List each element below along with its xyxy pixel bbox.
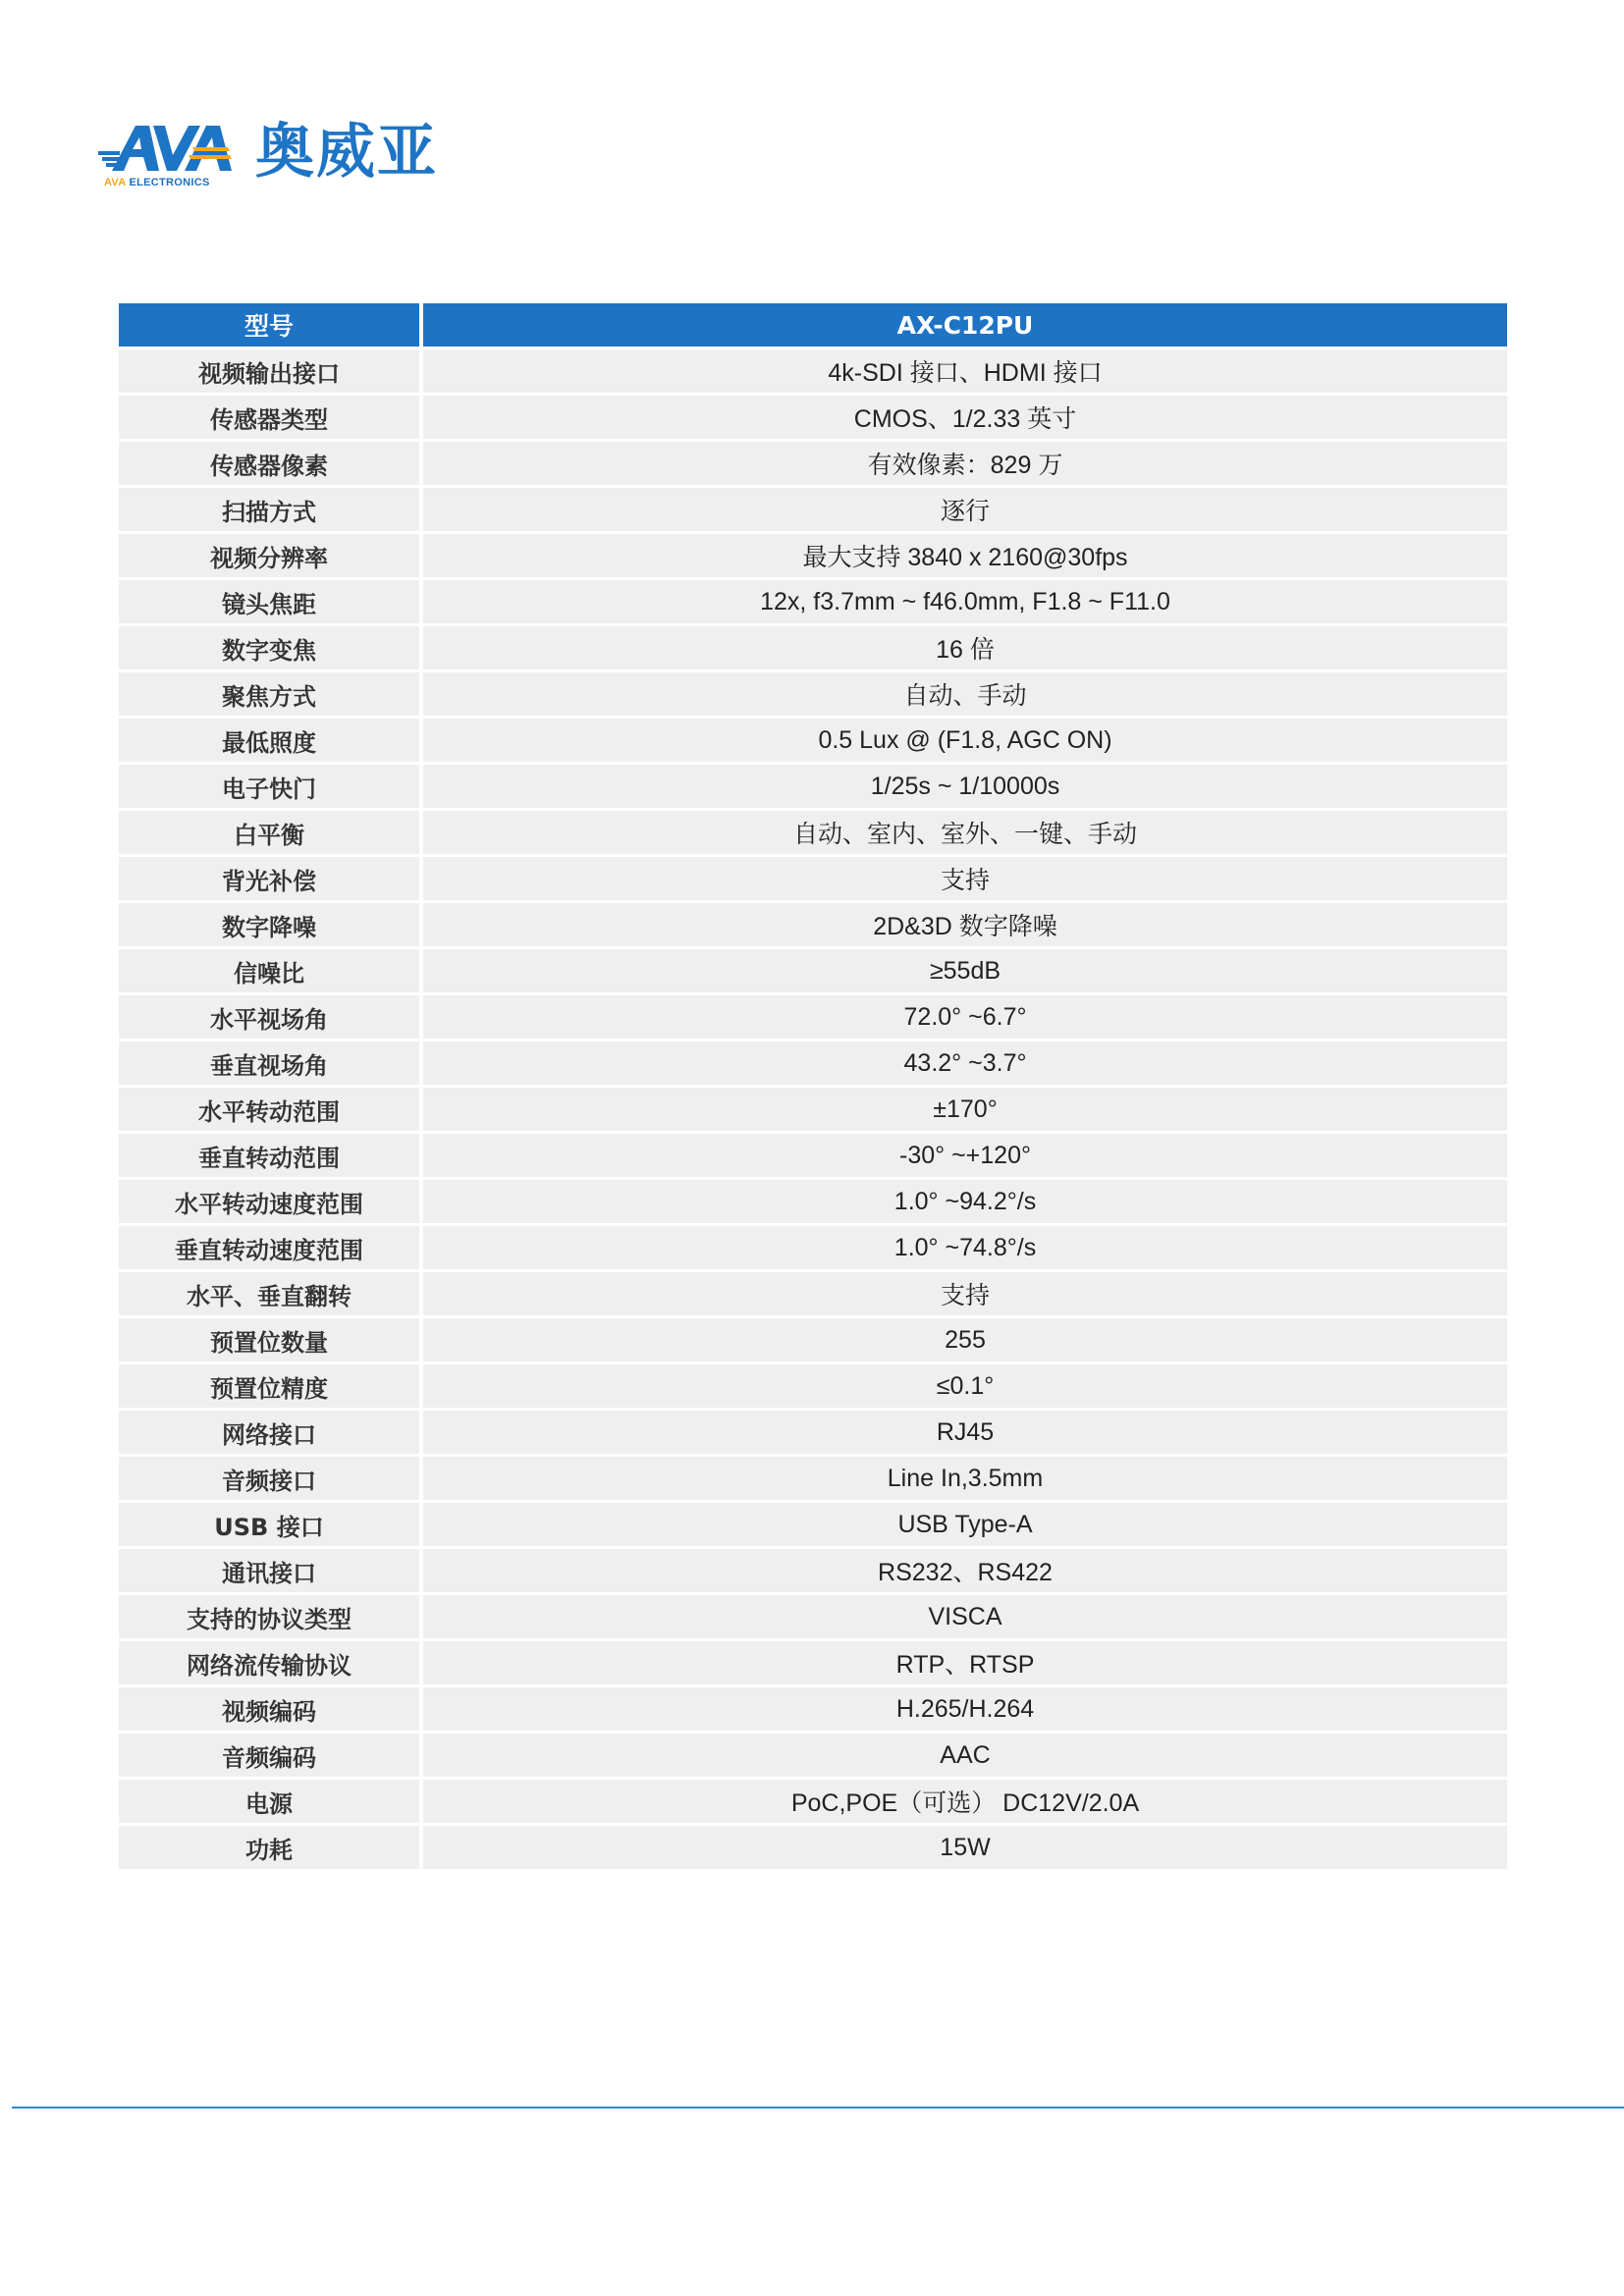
spec-value: 2D&3D 数字降噪	[423, 903, 1507, 946]
brand-logo	[98, 118, 471, 196]
table-row	[119, 580, 1507, 623]
spec-label: 传感器像素	[119, 442, 423, 485]
table-row	[119, 1734, 1507, 1777]
spec-value: 12x, f3.7mm ~ f46.0mm, F1.8 ~ F11.0	[423, 580, 1507, 623]
table-row	[119, 1272, 1507, 1315]
spec-value: AAC	[423, 1734, 1507, 1777]
spec-label: 水平转动速度范围	[119, 1180, 423, 1223]
spec-value: -30° ~+120°	[423, 1134, 1507, 1177]
spec-value: 有效像素：829 万	[423, 442, 1507, 485]
spec-label: 镜头焦距	[119, 580, 423, 623]
spec-label: 视频分辨率	[119, 534, 423, 577]
spec-label: 视频输出接口	[119, 349, 423, 393]
spec-value: RJ45	[423, 1411, 1507, 1454]
spec-label: 水平、垂直翻转	[119, 1272, 423, 1315]
spec-value: 1/25s ~ 1/10000s	[423, 765, 1507, 808]
table-row	[119, 1411, 1507, 1454]
table-row	[119, 1780, 1507, 1823]
spec-value: ≥55dB	[423, 949, 1507, 992]
model-label: 型号	[119, 303, 423, 347]
brand-name-cn: 奥威亚	[255, 118, 438, 187]
spec-value: 72.0° ~6.7°	[423, 995, 1507, 1039]
spec-label: 电子快门	[119, 765, 423, 808]
spec-label: 数字变焦	[119, 626, 423, 669]
spec-label: 数字降噪	[119, 903, 423, 946]
spec-value: 自动、手动	[423, 672, 1507, 716]
spec-value: 43.2° ~3.7°	[423, 1041, 1507, 1085]
spec-value: 最大支持 3840 x 2160@30fps	[423, 534, 1507, 577]
spec-label: 电源	[119, 1780, 423, 1823]
spec-label: 音频接口	[119, 1457, 423, 1500]
model-value: AX-C12PU	[423, 303, 1507, 347]
spec-label: 水平视场角	[119, 995, 423, 1039]
logo-subtitle: AVA ELECTRONICS	[104, 177, 210, 188]
table-row	[119, 1041, 1507, 1085]
table-row	[119, 857, 1507, 900]
table-row	[119, 349, 1507, 393]
spec-label: 预置位精度	[119, 1364, 423, 1408]
spec-label: 传感器类型	[119, 396, 423, 439]
table-row	[119, 1226, 1507, 1269]
table-row	[119, 1088, 1507, 1131]
spec-label: 通讯接口	[119, 1549, 423, 1592]
table-row	[119, 1595, 1507, 1638]
spec-label: 网络接口	[119, 1411, 423, 1454]
spec-label: 支持的协议类型	[119, 1595, 423, 1638]
spec-label: 功耗	[119, 1826, 423, 1869]
table-row	[119, 1180, 1507, 1223]
spec-value: RTP、RTSP	[423, 1641, 1507, 1684]
table-row	[119, 442, 1507, 485]
table-row	[119, 903, 1507, 946]
table-row	[119, 626, 1507, 669]
spec-label: 音频编码	[119, 1734, 423, 1777]
spec-label: 最低照度	[119, 719, 423, 762]
spec-header-row	[119, 303, 1507, 347]
table-row	[119, 1457, 1507, 1500]
spec-value: 15W	[423, 1826, 1507, 1869]
table-row	[119, 1318, 1507, 1362]
spec-value: 255	[423, 1318, 1507, 1362]
spec-value: ±170°	[423, 1088, 1507, 1131]
ava-logo-icon	[98, 118, 236, 177]
spec-value: CMOS、1/2.33 英寸	[423, 396, 1507, 439]
table-row	[119, 995, 1507, 1039]
table-row	[119, 949, 1507, 992]
spec-value: PoC,POE（可选） DC12V/2.0A	[423, 1780, 1507, 1823]
spec-label: 水平转动范围	[119, 1088, 423, 1131]
table-row	[119, 534, 1507, 577]
table-row	[119, 811, 1507, 854]
spec-label: 垂直视场角	[119, 1041, 423, 1085]
spec-label: 背光补偿	[119, 857, 423, 900]
spec-label: 网络流传输协议	[119, 1641, 423, 1684]
spec-value: RS232、RS422	[423, 1549, 1507, 1592]
spec-table	[119, 300, 1507, 1872]
spec-label: 视频编码	[119, 1687, 423, 1731]
table-row	[119, 719, 1507, 762]
footer-divider	[12, 2107, 1624, 2109]
table-row	[119, 1826, 1507, 1869]
spec-label: 预置位数量	[119, 1318, 423, 1362]
spec-value: H.265/H.264	[423, 1687, 1507, 1731]
spec-value: 支持	[423, 1272, 1507, 1315]
spec-label: 扫描方式	[119, 488, 423, 531]
spec-label: 白平衡	[119, 811, 423, 854]
table-row	[119, 1134, 1507, 1177]
table-row	[119, 1687, 1507, 1731]
table-row	[119, 765, 1507, 808]
spec-value: 0.5 Lux @ (F1.8, AGC ON)	[423, 719, 1507, 762]
spec-value: 自动、室内、室外、一键、手动	[423, 811, 1507, 854]
spec-value: VISCA	[423, 1595, 1507, 1638]
spec-value: 支持	[423, 857, 1507, 900]
table-row	[119, 1549, 1507, 1592]
spec-value: 4k-SDI 接口、HDMI 接口	[423, 349, 1507, 393]
table-row	[119, 1503, 1507, 1546]
spec-label: 聚焦方式	[119, 672, 423, 716]
table-row	[119, 1364, 1507, 1408]
table-row	[119, 396, 1507, 439]
table-row	[119, 1641, 1507, 1684]
spec-value: 1.0° ~94.2°/s	[423, 1180, 1507, 1223]
spec-value: 1.0° ~74.8°/s	[423, 1226, 1507, 1269]
spec-value: ≤0.1°	[423, 1364, 1507, 1408]
spec-label: 垂直转动范围	[119, 1134, 423, 1177]
spec-value: Line In,3.5mm	[423, 1457, 1507, 1500]
table-row	[119, 672, 1507, 716]
spec-label: 垂直转动速度范围	[119, 1226, 423, 1269]
spec-value: 逐行	[423, 488, 1507, 531]
table-row	[119, 488, 1507, 531]
spec-label: USB 接口	[119, 1503, 423, 1546]
spec-value: 16 倍	[423, 626, 1507, 669]
spec-body	[119, 349, 1507, 1869]
spec-label: 信噪比	[119, 949, 423, 992]
spec-value: USB Type-A	[423, 1503, 1507, 1546]
